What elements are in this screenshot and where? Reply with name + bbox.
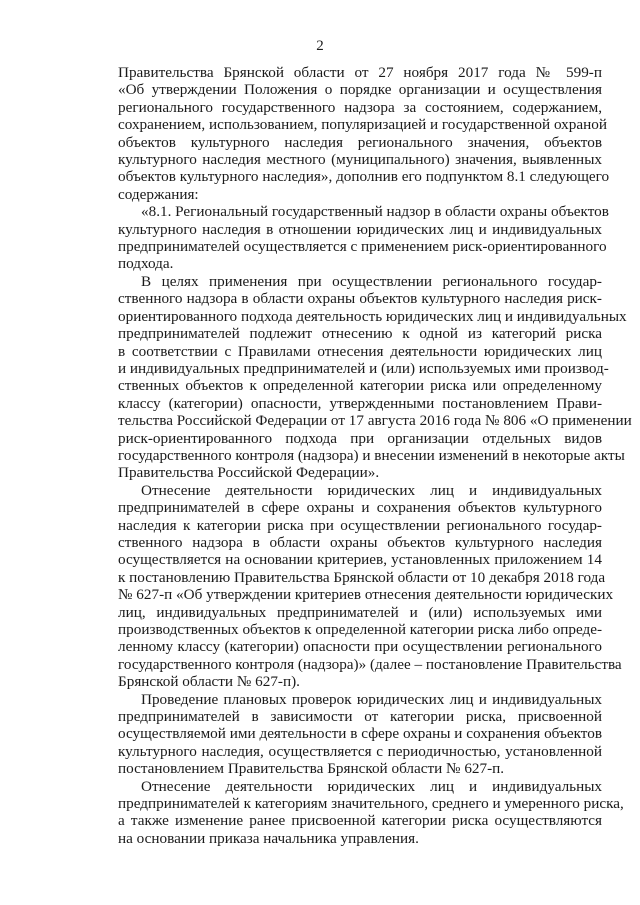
text-line: классу (категории) опасности, утвержденными постановлением Прави- (118, 394, 602, 412)
text-line: «8.1. Региональный государственный надзор в области охраны объектов (141, 203, 609, 221)
paragraph (118, 481, 622, 691)
text-line: производственных объектов к определенной категории риска либо опреде- (118, 621, 603, 638)
text-line: лиц, индивидуальных предпринимателей и (или) используемых ими (118, 603, 602, 621)
text-line: предпринимателей к категориям значительного, среднего и умеренного риска, (118, 795, 624, 813)
text-line: наследия к категории риска при осуществлении регионального государ- (118, 516, 602, 534)
text-line: Правительства Российской Федерации». (118, 464, 380, 482)
text-line: «Об утверждении Положения о порядке организации и осуществления (118, 81, 602, 99)
paragraph (118, 272, 632, 482)
text-line: тельства Российской Федерации от 17 августа 2016 года № 806 «О применении (118, 412, 632, 430)
text-line: предпринимателей осуществляется с применением риск-ориентированного (118, 238, 607, 256)
text-line: в соответствии с Правилами отнесения деятельности юридических лиц (118, 342, 602, 360)
text-line: В целях применения при осуществлении регионального государ- (141, 272, 602, 290)
text-line: на основании приказа начальника управления. (118, 829, 419, 847)
text-line: предпринимателей в сфере охраны и сохранения объектов культурного (118, 499, 602, 517)
text-line: подхода. (118, 255, 174, 273)
page-number: 2 (316, 38, 324, 54)
text-line: ственного надзора в области охраны объектов культурного наследия (118, 533, 602, 551)
text-line: Отнесение деятельности юридических лиц и индивидуальных (141, 777, 602, 795)
text-line: а также изменение ранее присвоенной категории риска осуществляются (118, 812, 602, 830)
text-line: и индивидуальных предпринимателей и (или) используемых ими производ- (118, 359, 609, 377)
text-line: осуществляется на основании критериев, установленных приложением 14 (118, 551, 602, 569)
document-body (118, 64, 632, 847)
text-line: регионального государственного надзора за состоянием, содержанием, (118, 98, 602, 116)
text-line: государственного контроля (надзора)» (далее – постановление Правительства (118, 655, 622, 673)
text-line: объектов культурного наследия», дополнив его подпунктом 8.1 следующего (118, 168, 610, 186)
text-line: Правительства Брянской области от 27 ноября 2017 года № 599-п (118, 64, 602, 81)
text-line: сохранением, использованием, популяризацией и государственной охраной (118, 116, 607, 134)
text-line: риск-ориентированного подхода при организации отдельных видов (118, 429, 602, 447)
paragraph (118, 203, 609, 273)
text-line: культурного наследия местного (муниципального) значения, выявленных (118, 151, 602, 169)
text-line: постановлением Правительства Брянской области № 627-п. (118, 760, 505, 778)
text-line: культурного наследия в отношении юридических лиц и индивидуальных (118, 220, 602, 238)
paragraph (118, 64, 610, 203)
paragraph (118, 691, 602, 778)
text-line: объектов культурного наследия регионального значения, объектов (118, 133, 602, 151)
text-line: ственных объектов к определенной категории риска или определенному (118, 377, 602, 395)
text-line: осуществляемой ими деятельности в сфере охраны и сохранения объектов (118, 725, 602, 743)
text-line: ственного надзора в области охраны объектов культурного наследия риск- (118, 290, 602, 308)
text-line: предпринимателей в зависимости от категории риска, присвоенной (118, 708, 602, 726)
text-line: государственного контроля (надзора) и внесении изменений в некоторые акты (118, 446, 625, 464)
text-line: № 627-п «Об утверждении критериев отнесения деятельности юридических (118, 586, 614, 604)
text-line: предпринимателей подлежит отнесению к одной из категорий риска (118, 325, 602, 343)
text-line: Отнесение деятельности юридических лиц и индивидуальных (141, 481, 602, 499)
text-line: культурного наследия, осуществляется с периодичностью, установленной (118, 742, 602, 760)
text-line: ленному классу (категории) опасности при осуществлении регионального (118, 638, 602, 656)
paragraph (118, 777, 624, 848)
text-line: Проведение плановых проверок юридических лиц и индивидуальных (141, 690, 602, 708)
text-line: содержания: (118, 185, 199, 203)
text-line: ориентированного подхода деятельность юридических лиц и индивидуальных (118, 307, 627, 325)
text-line: Брянской области № 627-п). (118, 673, 300, 691)
text-line: к постановлению Правительства Брянской области от 10 декабря 2018 года (118, 568, 606, 586)
